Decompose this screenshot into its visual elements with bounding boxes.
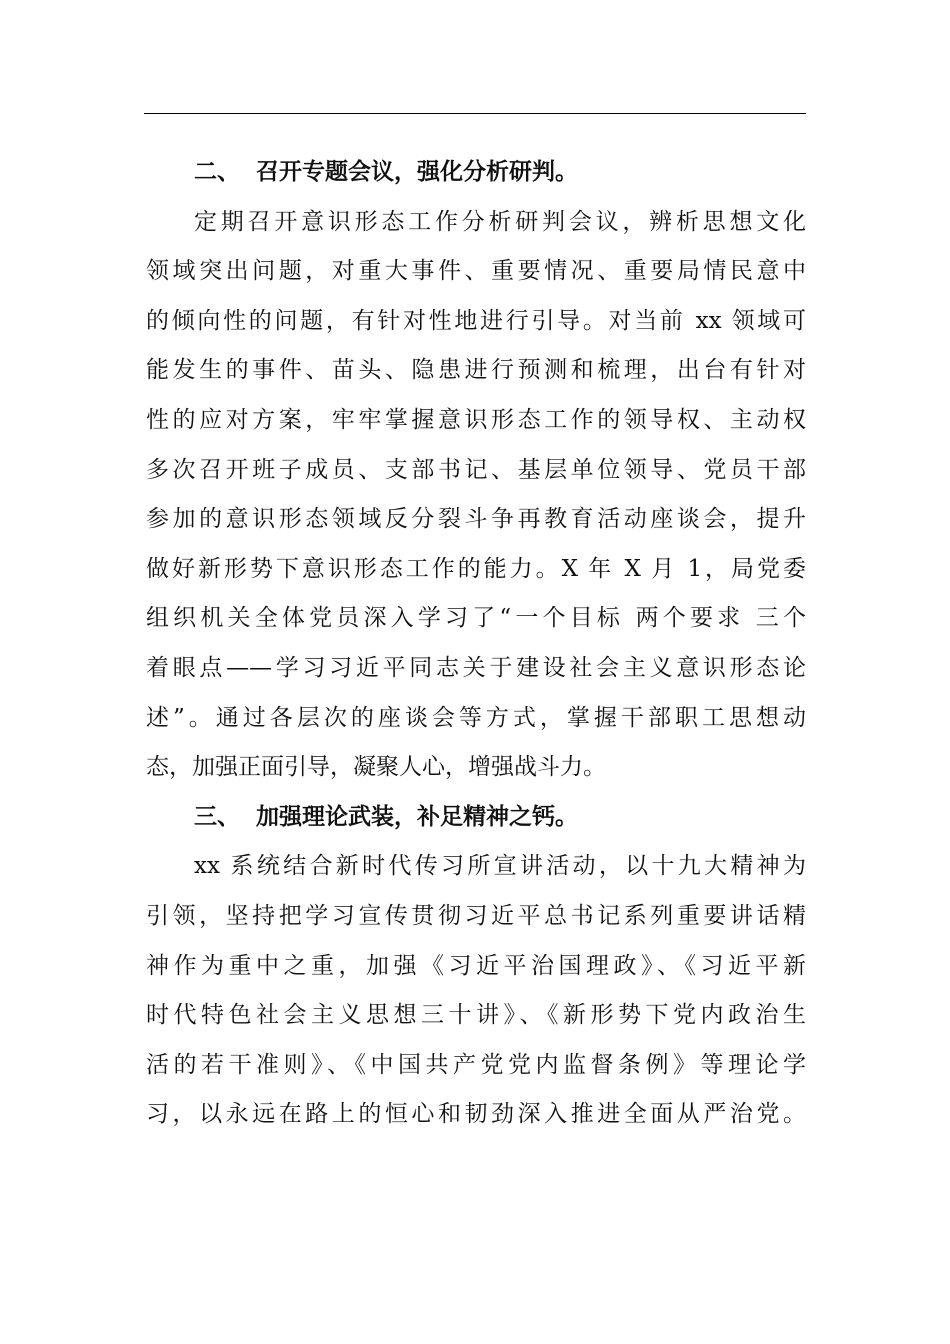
paragraph-line: 习，以永远在路上的恒心和韧劲深入推进全面从严治党。 (146, 1101, 806, 1128)
paragraph-line: 的倾向性的问题，有针对性地进行引导。对当前 xx 领域可 (146, 307, 806, 334)
header-rule (144, 113, 806, 114)
section-heading-2: 二、 召开专题会议，强化分析研判。 (194, 159, 579, 185)
paragraph-line: 能发生的事件、苗头、隐患进行预测和梳理，出台有针对 (146, 357, 806, 384)
paragraph-line: 神作为重中之重，加强《习近平治国理政》、《习近平新 (146, 952, 806, 979)
paragraph-line: 领域突出问题，对重大事件、重要情况、重要局情民意中 (146, 258, 806, 285)
paragraph-line: 多次召开班子成员、支部书记、基层单位领导、党员干部 (146, 456, 806, 483)
paragraph-line: 活的若干准则》、《中国共产党党内监督条例》等理论学 (146, 1051, 806, 1078)
paragraph-line: xx 系统结合新时代传习所宣讲活动，以十九大精神为 (194, 853, 806, 880)
paragraph-line: 态，加强正面引导，凝聚人心，增强战斗力。 (146, 754, 606, 781)
paragraph-line: 时代特色社会主义思想三十讲》、《新形势下党内政治生 (146, 1002, 806, 1029)
paragraph-line: 着眼点——学习习近平同志关于建设社会主义意识形态论 (146, 654, 806, 681)
paragraph-line: 性的应对方案，牢牢掌握意识形态工作的领导权、主动权 (146, 406, 806, 433)
paragraph-line: 定期召开意识形态工作分析研判会议，辨析思想文化 (194, 208, 806, 235)
paragraph-line: 述”。通过各层次的座谈会等方式，掌握干部职工思想动 (146, 704, 806, 731)
section-heading-3: 三、 加强理论武装，补足精神之钙。 (194, 803, 579, 830)
paragraph-line: 引领，坚持把学习宣传贯彻习近平总书记系列重要讲话精 (146, 902, 806, 929)
document-body (146, 148, 806, 1140)
paragraph-line: 组织机关全体党员深入学习了“一个目标 两个要求 三个 (146, 605, 806, 632)
paragraph-line: 做好新形势下意识形态工作的能力。X 年 X 月 1，局党委 (146, 555, 806, 582)
paragraph-line: 参加的意识形态领域反分裂斗争再教育活动座谈会，提升 (146, 506, 806, 533)
